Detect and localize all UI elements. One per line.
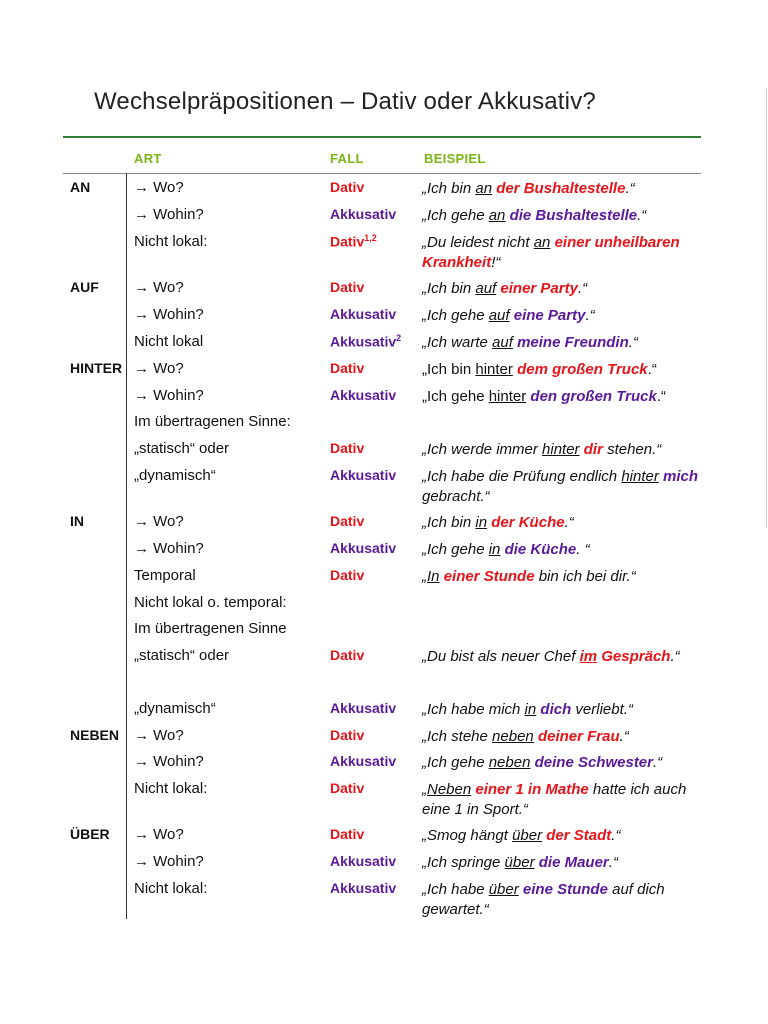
fall-cell: Dativ [330, 826, 365, 842]
art-cell: Nicht lokal o. temporal: [134, 594, 287, 611]
fall-cell: Akkusativ$^2$ [330, 333, 402, 350]
header-separator [63, 173, 701, 174]
column-divider [126, 173, 127, 919]
art-cell: Temporal [134, 567, 196, 584]
beispiel-cell: „Ich bin hinter dem großen Truck.“ [422, 361, 657, 378]
title-rule [63, 136, 701, 138]
art-cell: → Wo? [134, 513, 184, 530]
fall-cell: Akkusativ [330, 700, 397, 716]
fall-cell: Dativ [330, 513, 365, 529]
beispiel-cell: „Ich bin an der Bushaltestelle.“ [422, 180, 635, 197]
beispiel-cell: „Ich gehe an die Bushaltestelle.“ [422, 207, 647, 224]
art-cell: „statisch“ oder [134, 440, 230, 457]
fall-cell: Dativ [330, 780, 365, 796]
beispiel-cell: „In einer Stunde bin ich bei dir.“ [422, 568, 636, 585]
art-cell: → Wohin? [134, 306, 204, 323]
beispiel-cell: „Smog hängt über der Stadt.“ [422, 827, 621, 844]
art-cell: → Wohin? [134, 540, 204, 557]
art-cell: Im übertragenen Sinne: [134, 413, 291, 430]
fall-cell: Dativ [330, 360, 365, 376]
art-cell: → Wohin? [134, 853, 204, 870]
preposition-label: AN [70, 179, 91, 195]
fall-cell: Dativ [330, 179, 365, 195]
fall-cell: Akkusativ [330, 306, 397, 322]
fall-cell: Dativ$^{1,2}$ [330, 233, 377, 250]
art-cell: → Wo? [134, 179, 184, 196]
fall-cell: Akkusativ [330, 540, 397, 556]
art-cell: Nicht lokal: [134, 780, 208, 797]
fall-cell: Dativ [330, 567, 365, 583]
beispiel-cell: „Du bist als neuer Chef im Gespräch.“ [422, 648, 680, 665]
fall-cell: Dativ [330, 279, 365, 295]
art-cell: „dynamisch“ [134, 467, 216, 484]
fall-cell: Akkusativ [330, 880, 397, 896]
fall-cell: Akkusativ [330, 387, 397, 403]
beispiel-cell: „Ich habe mich in dich verliebt.“ [422, 701, 633, 718]
preposition-label: HINTER [70, 360, 123, 376]
fall-cell: Dativ [330, 647, 365, 663]
fall-cell: Akkusativ [330, 853, 397, 869]
page-edge-line [766, 88, 767, 528]
beispiel-cell: „Ich habe die Prüfung endlich hinter mich gebracht.“ [422, 468, 699, 505]
fall-cell: Dativ [330, 727, 365, 743]
preposition-label: ÜBER [70, 826, 110, 842]
beispiel-cell: „Du leidest nicht an einer unheilbaren Krankheit!“ [422, 234, 680, 271]
beispiel-cell: „Ich springe über die Mauer.“ [422, 854, 618, 871]
beispiel-cell: „Ich gehe hinter den großen Truck.“ [422, 388, 667, 405]
art-cell: „statisch“ oder [134, 647, 230, 664]
beispiel-cell: „Ich gehe in die Küche. “ [422, 541, 590, 558]
beispiel-cell: „Neben einer 1 in Mathe hatte ich auch eine 1 in Sport.“ [422, 781, 687, 818]
art-cell: → Wo? [134, 826, 184, 843]
art-cell: Nicht lokal: [134, 880, 208, 897]
art-cell: Im übertragenen Sinne [134, 620, 287, 637]
beispiel-cell: „Ich bin in der Küche.“ [422, 514, 574, 531]
beispiel-cell: „Ich habe über eine Stunde auf dich gewartet.“ [422, 881, 665, 918]
preposition-label: AUF [70, 279, 99, 295]
header-art: ART [134, 151, 162, 166]
art-cell: → Wohin? [134, 387, 204, 404]
art-cell: → Wo? [134, 727, 184, 744]
preposition-label: IN [70, 513, 84, 529]
fall-cell: Akkusativ [330, 206, 397, 222]
page-title: Wechselpräpositionen – Dativ oder Akkusativ? [94, 88, 596, 115]
fall-cell: Akkusativ [330, 753, 397, 769]
art-cell: → Wohin? [134, 206, 204, 223]
art-cell: → Wo? [134, 360, 184, 377]
art-cell: „dynamisch“ [134, 700, 216, 717]
beispiel-cell: „Ich warte auf meine Freundin.“ [422, 334, 638, 351]
beispiel-cell: „Ich werde immer hinter dir stehen.“ [422, 441, 662, 458]
beispiel-cell: „Ich bin auf einer Party.“ [422, 280, 588, 297]
fall-cell: Dativ [330, 440, 365, 456]
beispiel-cell: „Ich gehe neben deine Schwester.“ [422, 754, 663, 771]
art-cell: Nicht lokal: [134, 233, 208, 250]
art-cell: → Wo? [134, 279, 184, 296]
art-cell: → Wohin? [134, 753, 204, 770]
beispiel-cell: „Ich stehe neben deiner Frau.“ [422, 728, 629, 745]
art-cell: Nicht lokal [134, 333, 204, 350]
beispiel-cell: „Ich gehe auf eine Party.“ [422, 307, 595, 324]
header-beispiel: BEISPIEL [424, 151, 486, 166]
fall-cell: Akkusativ [330, 467, 397, 483]
header-fall: FALL [330, 151, 364, 166]
preposition-label: NEBEN [70, 727, 120, 743]
